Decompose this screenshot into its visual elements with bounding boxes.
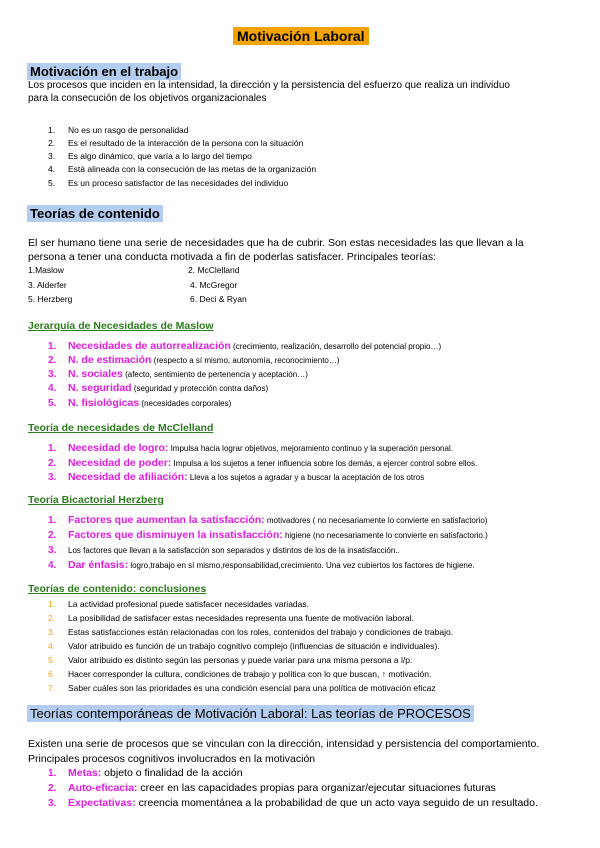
section-intro-line-2: Principales procesos cognitivos involucrados en la motivación xyxy=(28,753,316,765)
subheading-mcclelland: Teoría de necesidades de McClelland xyxy=(28,422,214,434)
list-item: 4. N. seguridad (seguridad y protección contra daños) xyxy=(48,382,269,394)
list-item: 5. N. fisiológicas (necesidades corporales) xyxy=(48,397,232,409)
list-item: 3. N. sociales (afecto, sentimiento de pertenencia y aceptación…) xyxy=(48,368,308,380)
list-item: 3. Expectativas: creencia momentánea a la probabilidad de que un acto vaya seguido de un resultado. xyxy=(48,797,538,809)
list-item: 2. La posibilidad de satisfacer estas necesidades representa una fuente de motivación laboral. xyxy=(48,613,414,623)
list-item: 1. Necesidades de autorrealización (crecimiento, realización, desarrollo del potencial propio…) xyxy=(48,340,442,352)
list-item: 7. Saber cuáles son las prioridades es una condición esencial para una política de motivación eficaz xyxy=(48,683,436,693)
subheading-herzberg: Teoría Bicactorial Herzberg xyxy=(28,494,164,506)
list-item: 5. Valor atribuido es distinto según las personas y puede variar para una misma persona a l/p. xyxy=(48,655,413,665)
list-item: 5. Es un proceso satisfactor de las necesidades del individuo xyxy=(48,178,289,188)
list-item: 6. Hacer corresponder la cultura, condiciones de trabajo y política con lo que buscan, ↑ motivación. xyxy=(48,669,432,679)
section-heading-motivation-at-work: Motivación en el trabajo xyxy=(27,63,181,80)
list-item: 4. Está alineada con la consecución de las metas de la organización xyxy=(48,164,317,174)
section-heading-content-theories: Teorías de contenido xyxy=(27,205,163,222)
section-heading-process-theories: Teorías contemporáneas de Motivación Laboral: Las teorías de PROCESOS xyxy=(27,705,474,722)
list-item: 2. N. de estimación (respecto a sí mismo, autonomía, reconocimiento…) xyxy=(48,354,340,366)
subheading-maslow: Jerarquía de Necesidades de Maslow xyxy=(28,320,214,332)
theory-name: 2. McClelland xyxy=(188,265,240,275)
list-item: 2. Necesidad de poder: Impulsa a los sujetos a tener influencia sobre los demás, a ejercer control sobre ellos. xyxy=(48,457,478,469)
section-intro-line-1: Los procesos que inciden en la intensidad, la dirección y la persistencia del esfuerzo que realiza un individuo xyxy=(28,80,510,91)
section-intro-line-2: persona a tener una conducta motivada a fin de poderlas satisfacer. Principales teorías: xyxy=(28,251,436,263)
list-item: 3. Es algo dinámico, que varía a lo largo del tiempo xyxy=(48,151,252,161)
list-item: 1. La actividad profesional puede satisfacer necesidades variadas. xyxy=(48,599,309,609)
list-item: 1. No es un rasgo de personalidad xyxy=(48,125,189,135)
subheading-conclusions: Teorías de contenido: conclusiones xyxy=(28,583,207,595)
list-item: 2. Factores que disminuyen la insatisfacción: higiene (no necesariamente lo convierte en satisfactorio.) xyxy=(48,529,488,541)
section-intro-line-2: para la consecución de los objetivos organizacionales xyxy=(28,93,267,104)
list-item: 2. Auto-eficacia: creer en las capacidades propias para organizar/ejecutar situaciones futuras xyxy=(48,782,496,794)
theory-name: 4. McGregor xyxy=(190,280,238,290)
section-intro-line-1: El ser humano tiene una serie de necesidades que ha de cubrir. Son estas necesidades las que llevan a la xyxy=(28,237,524,249)
list-item: 3. Los factores que llevan a la satisfacción son separados y distintos de los de la insatisfacción.. xyxy=(48,545,400,556)
list-item: 1. Factores que aumentan la satisfacción: motivadores ( no necesariamente lo convierte en satisfactorio) xyxy=(48,514,488,526)
list-item: 4. Valor atribuido es función de un trabajo cognitivo complejo (influencias de situación e individuales). xyxy=(48,641,440,651)
theory-name: 3. Alderfer xyxy=(28,280,67,290)
list-item: 3. Estas satisfacciones están relacionadas con los roles, contenidos del trabajo y condiciones de trabajo. xyxy=(48,627,454,637)
list-item: 2. Es el resultado de la interacción de la persona con la situación xyxy=(48,138,304,148)
theory-name: 6. Deci & Ryan xyxy=(190,294,247,304)
list-item: 1. Metas: objeto o finalidad de la acción xyxy=(48,767,243,779)
list-item: 4. Dar énfasis: logro,trabajo en sí mismo,responsabilidad,crecimiento. Una vez cubiertos los factores de higiene. xyxy=(48,559,475,571)
list-item: 1. Necesidad de logro: Impulsa hacia lograr objetivos, mejoramiento continuo y la superación personal. xyxy=(48,442,453,454)
document-title: Motivación Laboral xyxy=(233,27,369,45)
section-intro-line-1: Existen una serie de procesos que se vinculan con la dirección, intensidad y persistencia del comportamiento. xyxy=(28,738,540,750)
theory-name: 1.Maslow xyxy=(28,265,64,275)
theory-name: 5. Herzberg xyxy=(28,294,73,304)
list-item: 3. Necesidad de afiliación: Lleva a los sujetos a agradar y a buscar la aceptación de los otros xyxy=(48,471,425,483)
